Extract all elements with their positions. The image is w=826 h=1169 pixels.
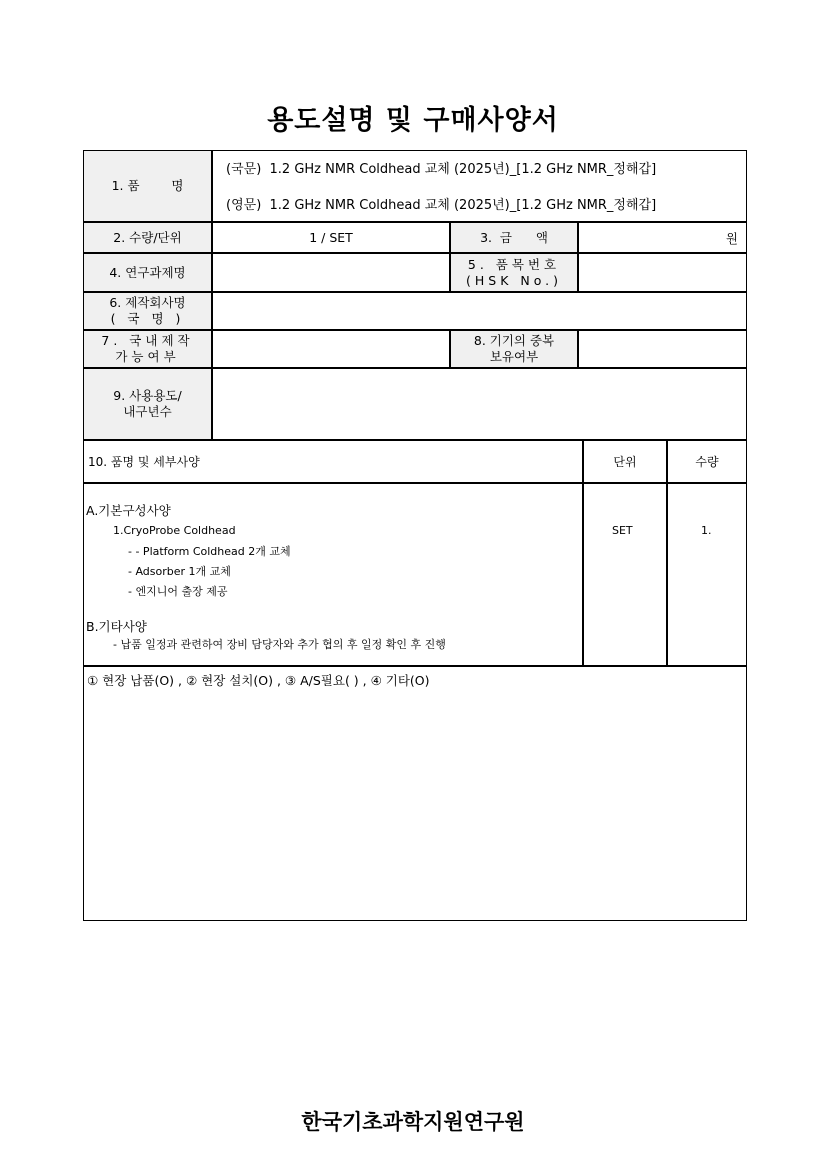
maker-label-line2: ( 국 명 )	[110, 311, 185, 326]
spec-unit-header: 단위	[583, 440, 667, 483]
domestic-label	[83, 330, 212, 368]
duplicate-value	[578, 330, 747, 368]
item-number-label	[450, 253, 578, 292]
item-number-label-line1: 5. 품목번호	[467, 256, 561, 272]
spec-qty-cell	[667, 483, 747, 666]
spec-item-1: 1.CryoProbe Coldhead	[113, 524, 236, 537]
delivery-options-cell	[83, 666, 747, 921]
spec-detail-1: - - Platform Coldhead 2개 교체	[128, 545, 291, 558]
spec-section-b: B.기타사양	[86, 619, 147, 634]
organization-footer: 한국기초과학지원연구원	[301, 1110, 525, 1134]
document-title: 용도설명 및 구매사양서	[267, 105, 559, 136]
spec-item-1-unit: SET	[612, 524, 633, 537]
duplicate-label	[450, 330, 578, 368]
amount-label: 3. 금 액	[450, 222, 578, 253]
spec-unit-cell	[583, 483, 667, 666]
product-name-english: (영문) 1.2 GHz NMR Coldhead 교체 (2025년)_[1.2 GHz NMR_정해갑]	[226, 198, 657, 213]
maker-label-line1: 6. 제작회사명	[109, 295, 186, 311]
project-label: 4. 연구과제명	[83, 253, 212, 292]
spec-section-a: A.기본구성사양	[86, 503, 171, 518]
usage-label	[83, 368, 212, 440]
duplicate-label-line2: 보유여부	[489, 349, 539, 364]
product-name-label-text: 1. 품 명	[111, 178, 184, 194]
spec-detail-3: - 엔지니어 출장 제공	[128, 585, 228, 598]
project-value	[212, 253, 450, 292]
spec-detail-2: - Adsorber 1개 교체	[128, 565, 231, 578]
amount-value: 원	[578, 222, 747, 253]
item-number-label-line2: (HSK No.)	[465, 272, 562, 288]
quantity-label: 2. 수량/단위	[83, 222, 212, 253]
delivery-options: ① 현장 납품(O) , ② 현장 설치(O) , ③ A/S필요( ) , ④ 기타(O)	[87, 673, 430, 688]
spec-detail-b1: - 납품 일정과 관련하여 장비 담당자와 추가 협의 후 일정 확인 후 진행	[113, 638, 446, 651]
product-name-korean: (국문) 1.2 GHz NMR Coldhead 교체 (2025년)_[1.2 GHz NMR_정해갑]	[226, 162, 657, 177]
domestic-value	[212, 330, 450, 368]
usage-value	[212, 368, 747, 440]
spec-header-label: 10. 품명 및 세부사양	[83, 440, 583, 483]
duplicate-label-line1: 8. 기기의 중복	[473, 333, 555, 349]
maker-label	[83, 292, 212, 330]
domestic-label-line2: 가능여부	[115, 349, 180, 364]
usage-label-line1: 9. 사용용도/	[113, 388, 182, 404]
item-number-value	[578, 253, 747, 292]
domestic-label-line1: 7. 국내제작	[101, 333, 194, 349]
spec-item-1-qty: 1.	[701, 524, 712, 537]
spec-qty-header: 수량	[667, 440, 747, 483]
usage-label-line2: 내구년수	[123, 404, 172, 419]
product-name-label	[83, 150, 212, 222]
quantity-value: 1 / SET	[212, 222, 450, 253]
maker-value	[212, 292, 747, 330]
